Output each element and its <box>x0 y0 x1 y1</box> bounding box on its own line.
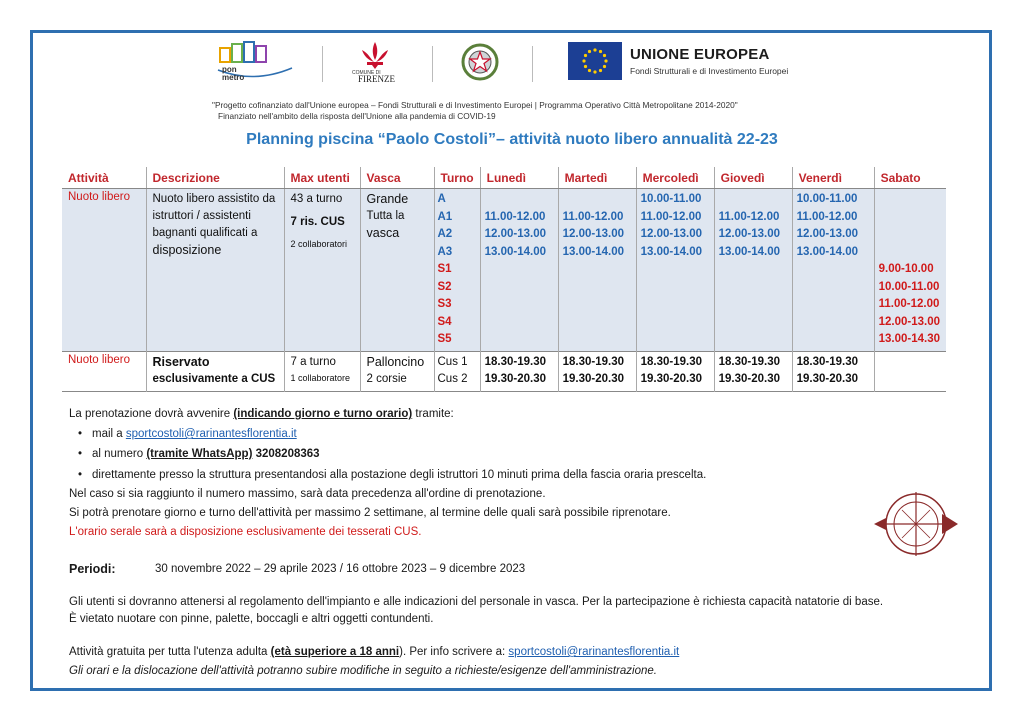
slot: 13.00-14.00 <box>562 245 624 258</box>
header-max-utenti: Max utenti <box>284 167 360 189</box>
martedi-cell <box>559 189 636 263</box>
giglio-icon <box>350 40 400 70</box>
star-emblem-icon <box>460 42 500 82</box>
header-venerdi: Venerdì <box>792 167 874 189</box>
turno-item: S1 <box>437 263 452 275</box>
slot: 11.00-12.00 <box>878 298 940 310</box>
turno-item: A3 <box>437 245 453 258</box>
descrizione-cell <box>147 352 284 390</box>
header-lunedi: Lunedì <box>480 167 558 189</box>
slot: 12.00-13.00 <box>878 315 940 328</box>
martedi-cell <box>559 352 636 391</box>
vasca-line: Palloncino <box>366 354 425 369</box>
email-link[interactable]: sportcostoli@rarinantesflorentia.it <box>508 646 680 658</box>
club-emblem-icon <box>872 482 960 566</box>
slot: 19.30-20.30 <box>484 373 546 385</box>
turno-item: S2 <box>437 280 452 293</box>
header-mercoledi: Mercoledì <box>636 167 714 189</box>
sabato-cell <box>875 352 946 356</box>
eu-flag-icon <box>568 42 622 80</box>
slot: 11.00-12.00 <box>718 210 780 223</box>
page-title: Planning piscina “Paolo Costoli”– attività nuoto libero annualità 22-23 <box>246 131 778 148</box>
slot: 11.00-12.00 <box>562 210 624 223</box>
italy-emblem <box>460 42 500 82</box>
max-utenti-value: 43 a turno <box>290 193 343 205</box>
slot: 9.00-10.00 <box>878 263 934 275</box>
ponmetro-logo <box>214 40 294 86</box>
table-row <box>62 189 946 352</box>
slot: 18.30-19.30 <box>562 355 624 368</box>
descrizione-line: disposizione <box>152 243 222 257</box>
header-vasca: Vasca <box>360 167 434 189</box>
gratuita-line: Attività gratuita per tutta l'utenza adulta (età superiore a 18 anni). Per info scrivere a: sportcostoli@rarinantesflorentia.it <box>69 646 680 658</box>
collab-value: 2 collaboratori <box>290 239 348 249</box>
ponmetro-text: pon metro <box>222 65 245 82</box>
giovedi-cell <box>715 352 792 391</box>
firenze-small-text: COMUNE DI <box>352 70 381 76</box>
vasca-cell <box>361 352 434 390</box>
slot: 10.00-11.00 <box>640 193 702 205</box>
slot: 10.00-11.00 <box>878 280 940 293</box>
funding-line-1: "Progetto cofinanziato dall'Unione europea – Fondi Strutturali e di Investimento Europei | Programma Operativo Città Metropolitane 2014-2020" <box>212 100 738 110</box>
prenotazione-line: La prenotazione dovrà avvenire (indicando giorno e turno orario) tramite: <box>69 408 454 420</box>
header-attivita: Attività <box>62 167 146 189</box>
slot: 13.00-14.30 <box>878 333 940 345</box>
slot: 12.00-13.00 <box>562 228 624 240</box>
slot: 12.00-13.00 <box>796 228 858 240</box>
eu-subtitle: Fondi Strutturali e di Investimento Europei <box>630 66 789 76</box>
lunedi-cell <box>481 189 558 263</box>
descrizione-cell <box>147 189 284 261</box>
header-giovedi: Giovedì <box>714 167 792 189</box>
max-utenti-value: 7 a turno <box>290 355 336 368</box>
slot: 18.30-19.30 <box>484 355 546 368</box>
slot: 12.00-13.00 <box>484 228 546 240</box>
header-descrizione: Descrizione <box>146 167 284 189</box>
logo-separator <box>432 46 433 82</box>
vasca-line: vasca <box>366 226 400 240</box>
slot: 11.00-12.00 <box>484 210 546 223</box>
venerdi-cell <box>793 189 874 263</box>
turno-item: S3 <box>437 298 452 310</box>
firenze-logo <box>350 40 400 86</box>
lunedi-cell <box>481 352 558 391</box>
header-martedi: Martedì <box>558 167 636 189</box>
funding-line-2: Finanziato nell'ambito della risposta dell'Unione alla pandemia di COVID-19 <box>218 111 496 121</box>
giovedi-cell <box>715 189 792 263</box>
sabato-cell <box>875 189 946 351</box>
eu-title: UNIONE EUROPEA <box>630 46 770 63</box>
slot <box>563 191 630 209</box>
mercoledi-cell <box>637 189 714 263</box>
turno-item: S4 <box>437 315 452 328</box>
table-header-row <box>62 167 946 189</box>
slot: 18.30-19.30 <box>796 355 858 368</box>
vasca-line: Grande <box>366 192 409 206</box>
descrizione-line: bagnanti qualificati a <box>152 227 258 239</box>
attivita-cell: Nuoto libero <box>68 191 131 203</box>
slot: 18.30-19.30 <box>640 355 702 368</box>
descrizione-line: esclusivamente a CUS <box>152 372 276 385</box>
bullet-phone: • al numero (tramite WhatsApp) 3208208363 <box>92 448 320 460</box>
ris-cus-value: 7 ris. CUS <box>290 216 345 228</box>
turno-item: A1 <box>437 210 453 223</box>
descrizione-line: Riservato <box>152 354 210 369</box>
vasca-cell <box>361 189 434 244</box>
slot: 19.30-20.30 <box>796 373 858 385</box>
slot: 19.30-20.30 <box>640 373 702 385</box>
turno-item: A2 <box>437 228 453 240</box>
stamp-text <box>872 566 873 567</box>
slot: 18.30-19.30 <box>718 355 780 368</box>
slot: 13.00-14.00 <box>796 245 858 258</box>
modifiche-line: Gli orari e la dislocazione dell'attività potranno subire modifiche in seguito a richieste/esigenze dell'amministrazione. <box>69 665 657 677</box>
max-utenti-cell <box>285 352 360 387</box>
descrizione-line: Nuoto libero assistito da <box>152 193 276 205</box>
rari-nantes-stamp <box>872 482 960 566</box>
slot: 10.00-11.00 <box>796 193 858 205</box>
slot <box>485 191 552 209</box>
logo-bar <box>210 40 810 86</box>
slot: 13.00-14.00 <box>718 245 780 258</box>
slot: 13.00-14.00 <box>484 245 546 258</box>
logo-separator <box>532 46 533 82</box>
mercoledi-cell <box>637 352 714 391</box>
periodi-value: 30 novembre 2022 – 29 aprile 2023 / 16 ottobre 2023 – 9 dicembre 2023 <box>155 563 526 575</box>
slot: 11.00-12.00 <box>640 210 702 223</box>
descrizione-line: istruttori / assistenti <box>152 210 251 222</box>
vasca-line: 2 corsie <box>366 372 407 385</box>
turno-item: A <box>437 193 446 205</box>
slot <box>719 191 786 209</box>
collab-value: 1 collaboratore <box>290 372 351 383</box>
regolamento-line: Gli utenti si dovranno attenersi al regolamento dell'impianto e alle indicazioni del personale in vasca. Per la partecipazione è richiesta capacità natatorie di base. <box>69 596 884 608</box>
periodi-label: Periodi: <box>69 562 116 576</box>
slot: 19.30-20.30 <box>718 373 780 385</box>
slot: 12.00-13.00 <box>718 228 780 240</box>
header-turno: Turno <box>434 167 480 189</box>
firenze-text: FIRENZE <box>358 74 395 84</box>
turno-item: S5 <box>437 333 452 345</box>
max-utenti-cell <box>285 189 360 251</box>
slot: 11.00-12.00 <box>796 210 858 223</box>
turno-cell <box>435 189 480 351</box>
attivita-cell: Nuoto libero <box>68 353 131 366</box>
email-link[interactable]: sportcostoli@rarinantesflorentia.it <box>125 428 297 440</box>
slot: 19.30-20.30 <box>562 373 624 385</box>
settimane-line: Si potrà prenotare giorno e turno dell'attività per massimo 2 settimane, al termine delle quali sarà possibile riprenotare. <box>69 507 671 519</box>
turno-cell <box>435 352 480 391</box>
schedule-table <box>62 167 946 392</box>
turno-item: Cus 2 <box>437 373 468 385</box>
venerdi-cell <box>793 352 874 391</box>
bullet-mail: • mail a sportcostoli@rarinantesflorentia.it <box>92 428 297 440</box>
slot: 12.00-13.00 <box>640 228 702 240</box>
header-sabato: Sabato <box>874 167 946 189</box>
massimo-line: Nel caso si sia raggiunto il numero massimo, sarà data precedenza all'ordine di prenotazione. <box>69 488 546 500</box>
bullet-direct: • direttamente presso la struttura presentandosi alla postazione degli istruttori 10 minuti prima della fascia oraria prescelta. <box>92 469 706 481</box>
serale-line: L'orario serale sarà a disposizione esclusivamente dei tesserati CUS. <box>69 526 422 538</box>
vietato-line: È vietato nuotare con pinne, palette, boccagli e altri oggetti contundenti. <box>69 613 434 625</box>
vasca-line: Tutta la <box>366 210 405 222</box>
logo-separator <box>322 46 323 82</box>
table-row <box>62 351 946 391</box>
slot: 13.00-14.00 <box>640 245 702 258</box>
turno-item: Cus 1 <box>437 355 468 368</box>
